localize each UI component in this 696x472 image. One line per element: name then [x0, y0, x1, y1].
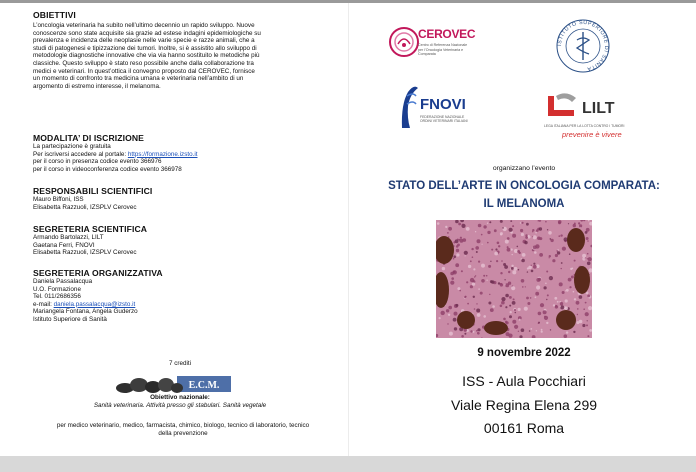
objectives-line: medici e veterinari. In quest’ottica il convegno proposto dal CEROVEC, fornisce: [33, 67, 255, 75]
scientific-secretariat-section: [33, 224, 147, 257]
objectives-line: classiche. Questo sviluppo è stato reso possibile anche dalla collaborazione tra: [33, 59, 254, 67]
iss-logo: [555, 18, 611, 74]
registration-video: per il corso in videoconferenza codice evento 366978: [33, 165, 182, 173]
email-link[interactable]: daniela.passalacqua@izsto.it: [53, 300, 136, 308]
scientific-lead: Mauro Biffoni, ISS: [33, 196, 84, 203]
objective-heading: Obiettivo nazionale:: [150, 394, 210, 401]
audience-line-2: della prevenzione: [158, 430, 208, 437]
org-institute: Istituto Superiore di Sanità: [33, 315, 107, 323]
credits-text: 7 crediti: [168, 360, 192, 367]
org-phone: Tel. 011/2686356: [33, 293, 81, 301]
registration-inperson: per il corso in presenza codice evento 366976: [33, 158, 162, 166]
event-street: Viale Regina Elena 299: [450, 397, 598, 413]
ecm-logo-text: E.C.M.: [188, 380, 220, 391]
secretariat-member: Armando Bartolazzi, LILT: [33, 234, 104, 241]
cerovec-emblem-icon: [388, 26, 420, 58]
registration-heading: MODALITA’ DI ISCRIZIONE: [33, 133, 144, 143]
fnovi-subtitle: FEDERAZIONE NAZIONALE ORDINI VETERINARI ITALIANI: [420, 115, 468, 124]
melanoma-histology-image: [436, 220, 592, 338]
scientific-leads-section: [33, 186, 152, 211]
objectives-line: conoscenze sono state acquisite sia grazie ad estese indagini epidemiologiche su: [33, 29, 261, 37]
fold-line: [348, 3, 349, 456]
lilt-subtitle: LEGA ITALIANA PER LA LOTTA CONTRO I TUMORI: [544, 124, 625, 128]
objectives-section: [33, 10, 261, 90]
fnovi-name: FNOVI: [420, 96, 466, 113]
bottom-edge: [0, 456, 696, 472]
objectives-line: argomento di estremo interesse, il melanoma.: [33, 82, 161, 90]
objective-text: Sanità veterinaria. Attività presso gli stabulari. Sanità vegetale: [93, 402, 267, 409]
scientific-secretariat-heading: SEGRETERIA SCIENTIFICA: [33, 224, 148, 234]
objectives-line: L’oncologia veterinaria ha subito nell’ultimo decennio un rapido sviluppo. Nuove: [33, 22, 255, 29]
org-unit: U.O. Formazione: [33, 285, 81, 293]
org-staff: Mariangela Fontana, Angela Guderzo: [33, 308, 138, 316]
organized-by: organizzano l’evento: [492, 165, 556, 172]
fnovi-logo: [398, 84, 488, 134]
portal-link[interactable]: https://formazione.izsto.it: [127, 150, 198, 158]
secretariat-member: Elisabetta Razzuoli, IZSPLV Cerovec: [33, 249, 137, 257]
lilt-emblem-icon: [542, 90, 580, 120]
cerovec-name: CEROVEC: [418, 27, 476, 41]
event-city: 00161 Roma: [483, 420, 565, 436]
event-title-line-2: IL MELANOMA: [483, 198, 565, 210]
ecm-logo: [115, 372, 233, 394]
organizing-secretariat-section: [33, 268, 163, 324]
objectives-line: prevalenza e incidenza delle neoplasie nelle varie specie e razze animali, che a: [33, 37, 255, 45]
iss-ring-text: ISTITUTO SUPERIORE DI SANITÀ: [556, 19, 610, 72]
lilt-name: LILT: [582, 100, 615, 117]
objectives-line: metodologie diagnostiche innovative che via via hanno sostituito le metodiche più: [33, 52, 260, 60]
registration-section: [33, 133, 198, 173]
objectives-line: studi di patogenesi e tipizzazione dei tumori. Inoltre, si è assistito allo sviluppo di: [33, 44, 257, 52]
objectives-line: un momento di confronto tra medicina umana e veterinaria nell’ambito di un: [33, 75, 244, 83]
lilt-tagline: prevenire è vivere: [562, 130, 622, 139]
objectives-heading: OBIETTIVI: [33, 10, 76, 20]
objectives-text: [33, 22, 261, 90]
event-date: 9 novembre 2022: [477, 347, 571, 359]
registration-free: La partecipazione è gratuita: [33, 143, 111, 150]
cerovec-subtitle: Centro di Referenza Nazionale per l’Oncologia Veterinaria e Comparata: [418, 43, 468, 56]
event-venue: ISS - Aula Pocchiari: [462, 373, 586, 389]
organizing-secretariat-heading: SEGRETERIA ORGANIZZATIVA: [33, 268, 163, 278]
event-title-line-1: STATO DELL’ARTE IN ONCOLOGIA COMPARATA:: [388, 180, 660, 192]
lilt-logo: [542, 90, 642, 142]
audience-line-1: per medico veterinario, medico, farmacista, chimico, biologo, tecnico di laboratorio, tecnico: [56, 422, 310, 429]
org-name: Daniela Passalacqua: [33, 278, 93, 285]
org-email: e-mail: daniela.passalacqua@izsto.it: [33, 300, 136, 308]
scientific-lead: Elisabetta Razzuoli, IZSPLV Cerovec: [33, 203, 137, 211]
secretariat-member: Gaetana Ferri, FNOVI: [33, 241, 95, 249]
fnovi-emblem-icon: [398, 84, 420, 130]
scientific-leads-heading: RESPONSABILI SCIENTIFICI: [33, 186, 153, 196]
registration-portal: Per iscriversi accedere al portale: https://formazione.izsto.it: [33, 150, 198, 158]
cerovec-logo: [388, 22, 488, 70]
